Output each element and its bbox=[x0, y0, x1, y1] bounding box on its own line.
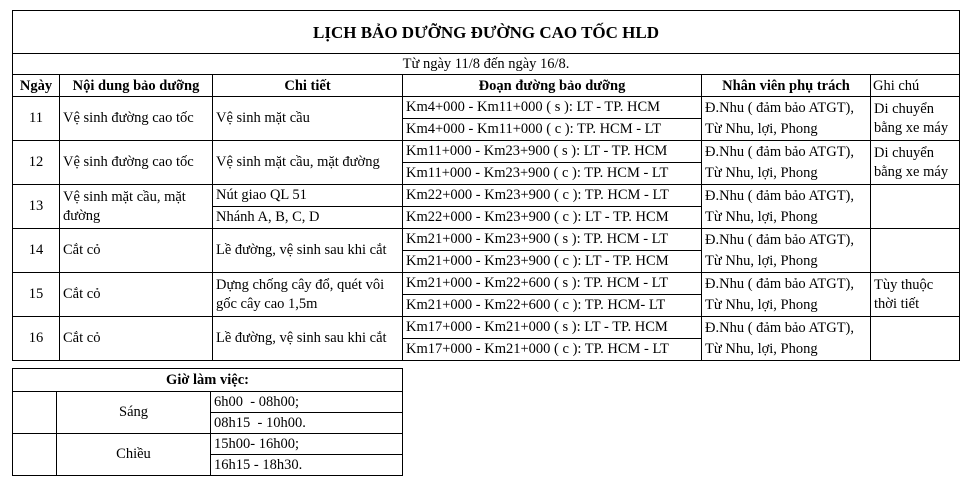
schedule-title: LỊCH BẢO DƯỠNG ĐƯỜNG CAO TỐC HLD bbox=[13, 11, 960, 54]
table-row bbox=[13, 229, 960, 251]
staff-line: Đ.Nhu ( đảm bảo ATGT), bbox=[705, 99, 855, 116]
shift-time: 15h00- 16h00; bbox=[211, 434, 403, 455]
header-staff: Nhân viên phụ trách bbox=[702, 75, 871, 97]
segment-cell: Km11+000 - Km23+900 ( s ): LT - TP. HCM bbox=[403, 141, 702, 163]
detail-cell: Vệ sinh mặt cầu, mặt đường bbox=[213, 141, 403, 185]
working-hours-table bbox=[12, 368, 403, 476]
segment-cell: Km22+000 - Km23+900 ( c ): TP. HCM - LT bbox=[403, 185, 702, 207]
staff-line: Từ Nhu, lợi, Phong bbox=[705, 252, 818, 269]
maintenance-schedule-table bbox=[12, 10, 960, 361]
shift-time: 08h15 - 10h00. bbox=[211, 413, 403, 434]
table-row bbox=[13, 141, 960, 163]
note-cell: Di chuyển bằng xe máy bbox=[871, 97, 960, 141]
segment-cell: Km21+000 - Km23+900 ( c ): LT - TP. HCM bbox=[403, 251, 702, 273]
detail-cell: Nhánh A, B, C, D bbox=[213, 207, 403, 229]
detail-cell: Vệ sinh mặt cầu bbox=[213, 97, 403, 141]
staff-line: Đ.Nhu ( đảm bảo ATGT), bbox=[705, 319, 855, 336]
header-content: Nội dung bảo dưỡng bbox=[60, 75, 213, 97]
segment-cell: Km22+000 - Km23+900 ( c ): LT - TP. HCM bbox=[403, 207, 702, 229]
note-cell bbox=[871, 229, 960, 273]
detail-cell: Dựng chống cây đổ, quét vôi gốc cây cao 1,5m bbox=[213, 273, 403, 317]
content-cell: Vệ sinh đường cao tốc bbox=[60, 97, 213, 141]
working-hours-title: Giờ làm việc: bbox=[13, 369, 403, 392]
staff-line: Đ.Nhu ( đảm bảo ATGT), bbox=[705, 187, 855, 204]
shift-time: 16h15 - 18h30. bbox=[211, 455, 403, 476]
staff-cell bbox=[702, 229, 871, 273]
staff-cell bbox=[702, 185, 871, 229]
content-cell: Cắt cỏ bbox=[60, 229, 213, 273]
blank-cell bbox=[13, 434, 57, 476]
header-detail: Chi tiết bbox=[213, 75, 403, 97]
staff-line: Đ.Nhu ( đảm bảo ATGT), bbox=[705, 275, 855, 292]
table-row bbox=[13, 97, 960, 119]
date-range: Từ ngày 11/8 đến ngày 16/8. bbox=[13, 54, 960, 75]
day-cell: 13 bbox=[13, 185, 60, 229]
blank-cell bbox=[13, 392, 57, 434]
staff-line: Đ.Nhu ( đảm bảo ATGT), bbox=[705, 143, 855, 160]
segment-cell: Km21+000 - Km23+900 ( s ): TP. HCM - LT bbox=[403, 229, 702, 251]
day-cell: 16 bbox=[13, 317, 60, 361]
shift-time: 6h00 - 08h00; bbox=[211, 392, 403, 413]
staff-line: Từ Nhu, lợi, Phong bbox=[705, 296, 818, 313]
segment-cell: Km21+000 - Km22+600 ( c ): TP. HCM- LT bbox=[403, 295, 702, 317]
staff-cell bbox=[702, 317, 871, 361]
staff-cell bbox=[702, 141, 871, 185]
segment-cell: Km21+000 - Km22+600 ( s ): TP. HCM - LT bbox=[403, 273, 702, 295]
header-note: Ghi chú bbox=[871, 75, 960, 97]
shift-row bbox=[13, 434, 403, 455]
content-cell: Cắt cỏ bbox=[60, 273, 213, 317]
detail-cell: Lề đường, vệ sinh sau khi cắt bbox=[213, 317, 403, 361]
content-cell: Vệ sinh đường cao tốc bbox=[60, 141, 213, 185]
day-cell: 12 bbox=[13, 141, 60, 185]
note-cell: Di chuyển bằng xe máy bbox=[871, 141, 960, 185]
table-row bbox=[13, 317, 960, 339]
table-row bbox=[13, 185, 960, 207]
content-cell: Cắt cỏ bbox=[60, 317, 213, 361]
staff-cell bbox=[702, 273, 871, 317]
note-cell bbox=[871, 185, 960, 229]
detail-cell: Lề đường, vệ sinh sau khi cắt bbox=[213, 229, 403, 273]
day-cell: 14 bbox=[13, 229, 60, 273]
table-row bbox=[13, 273, 960, 295]
staff-line: Từ Nhu, lợi, Phong bbox=[705, 120, 818, 137]
note-cell: Tùy thuộc thời tiết bbox=[871, 273, 960, 317]
staff-line: Đ.Nhu ( đảm bảo ATGT), bbox=[705, 231, 855, 248]
shift-name: Chiều bbox=[57, 434, 211, 476]
segment-cell: Km17+000 - Km21+000 ( c ): TP. HCM - LT bbox=[403, 339, 702, 361]
segment-cell: Km11+000 - Km23+900 ( c ): TP. HCM - LT bbox=[403, 163, 702, 185]
header-segment: Đoạn đường bảo dưỡng bbox=[403, 75, 702, 97]
shift-row bbox=[13, 392, 403, 413]
staff-cell bbox=[702, 97, 871, 141]
staff-line: Từ Nhu, lợi, Phong bbox=[705, 340, 818, 357]
segment-cell: Km4+000 - Km11+000 ( c ): TP. HCM - LT bbox=[403, 119, 702, 141]
staff-line: Từ Nhu, lợi, Phong bbox=[705, 164, 818, 181]
shift-name: Sáng bbox=[57, 392, 211, 434]
day-cell: 15 bbox=[13, 273, 60, 317]
segment-cell: Km4+000 - Km11+000 ( s ): LT - TP. HCM bbox=[403, 97, 702, 119]
detail-cell: Nút giao QL 51 bbox=[213, 185, 403, 207]
content-cell: Vệ sinh mặt cầu, mặt đường bbox=[60, 185, 213, 229]
header-day: Ngày bbox=[13, 75, 60, 97]
header-row bbox=[13, 75, 960, 97]
segment-cell: Km17+000 - Km21+000 ( s ): LT - TP. HCM bbox=[403, 317, 702, 339]
day-cell: 11 bbox=[13, 97, 60, 141]
note-cell bbox=[871, 317, 960, 361]
staff-line: Từ Nhu, lợi, Phong bbox=[705, 208, 818, 225]
